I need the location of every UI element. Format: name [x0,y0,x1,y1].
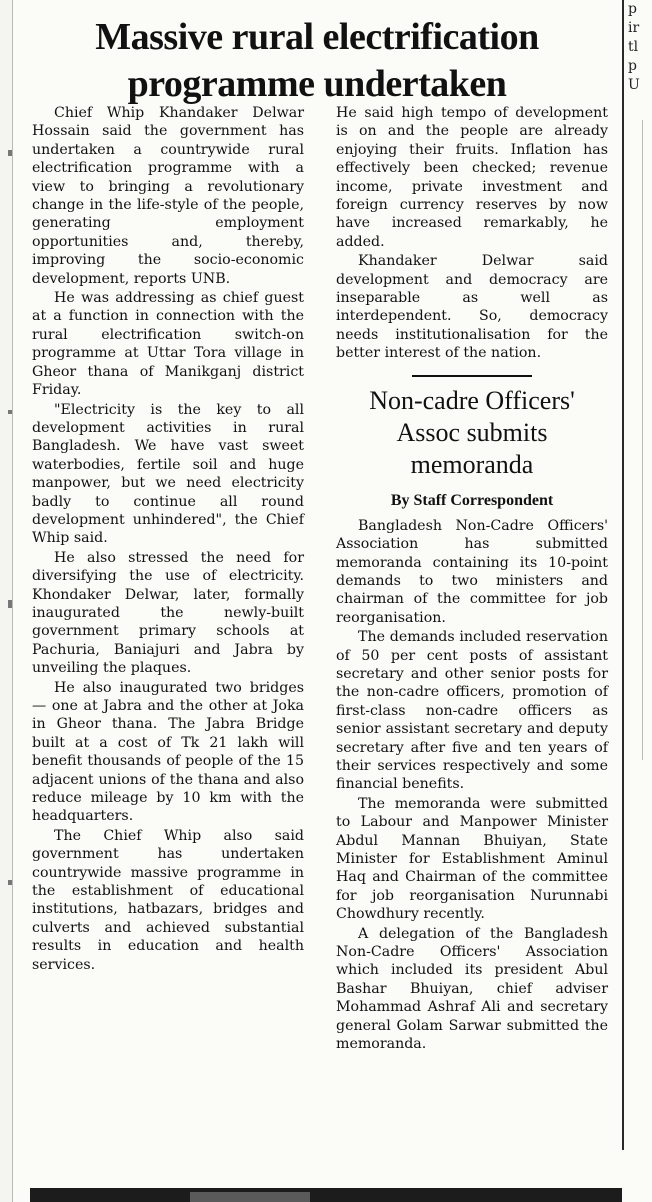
article-paragraph: The demands included reservation of 50 per cent posts of assistant secretary and other senior posts for the non-cadre officers, promotion of first-class non-cadre officers as senior assistant secretary and deputy secretary after five and ten years of their services respectively and some financial benefits. [336,629,608,793]
article-paragraph: Bangladesh Non-Cadre Officers' Association has submitted memoranda containing its 10-point demands to two ministers and chairman of the committee for job reorganisation. [336,517,608,626]
article-paragraph: The Chief Whip also said government has undertaken countrywide massive programme in the establishment of educational institutions, hatbazars, bridges and culverts and achieved substantial results in education and health services. [32,827,304,973]
bottom-photo-strip [30,1188,622,1202]
fragment-text: U [628,77,640,93]
section-divider [412,375,532,377]
edge-mark [8,880,12,885]
article-paragraph: The memoranda were submitted to Labour and Manpower Minister Abdul Mannan Bhuiyan, State Minister for Establishment Aminul Haq and Chairman of the committee for job reorganisation Nurunnabi Chowdhury recently. [336,795,608,923]
article-paragraph: He said high tempo of development is on and the people are already enjoying their fruits. Inflation has effectively been checked; revenue income, private investment and foreign currency reserves by now have increased remarkably, he added. [336,105,608,250]
article-paragraph: He was addressing as chief guest at a function in connection with the rural electrification switch-on programme at Uttar Tora village in Gheor thana of Manikganj district Friday. [32,290,304,399]
fragment-text: p [628,1,637,17]
second-article-headline: Non-cadre Officers' Assoc submits memoranda [369,385,575,479]
article-column-left [32,104,304,975]
article-paragraph: A delegation of the Bangladesh Non-Cadre Officers' Association which included its president Abul Bashar Bhuiyan, chief adviser Mohammad Ashraf Ali and secretary general Golam Sarwar submitted the memoranda. [336,925,608,1053]
article-column-right [336,104,608,1054]
edge-mark [8,410,12,414]
edge-mark [8,150,12,156]
left-page-edge [0,0,13,1202]
article-paragraph: Chief Whip Khandaker Delwar Hossain said the government has undertaken a countrywide rural electrification programme with a view to bringing a revolutionary change in the life-style of the people, generating employment opportunities and, thereby, improving the socio-economic development, reports UNB. [32,105,304,287]
fragment-text: tl [628,39,639,55]
fragment-rule [642,120,652,760]
article-paragraph: "Electricity is the key to all development activities in rural Bangladesh. We have vast sweet waterbodies, fertile soil and huge manpower, but we need electricity badly to continue all round development unhindered", the Chief Whip said. [32,401,304,547]
article-paragraph: Khandaker Delwar said development and democracy are inseparable as well as interdependent. So, democracy needs institutionalisation for the better interest of the nation. [336,253,608,362]
article-headline: Massive rural electrification programme undertaken [95,16,539,105]
article-paragraph: He also stressed the need for diversifying the use of electricity. Khondaker Delwar, later, formally inaugurated the newly-built government primary schools at Pachuria, Baniajuri and Jabra by unveiling the plaques. [32,549,304,677]
photo-highlight [190,1192,310,1202]
byline: By Staff Correspondent [390,491,554,509]
fragment-text: ir [628,20,640,36]
edge-mark [8,600,12,608]
adjacent-article-fragment [624,0,652,1150]
article-paragraph: He also inaugurated two bridges — one at Jabra and the other at Joka in Gheor thana. The Jabra Bridge built at a cost of Tk 21 lakh will benefit thousands of people of the 15 adjacent unions of the thana and also reduce mileage by 10 km with the headquarters. [32,679,304,825]
fragment-text: p [628,58,637,74]
